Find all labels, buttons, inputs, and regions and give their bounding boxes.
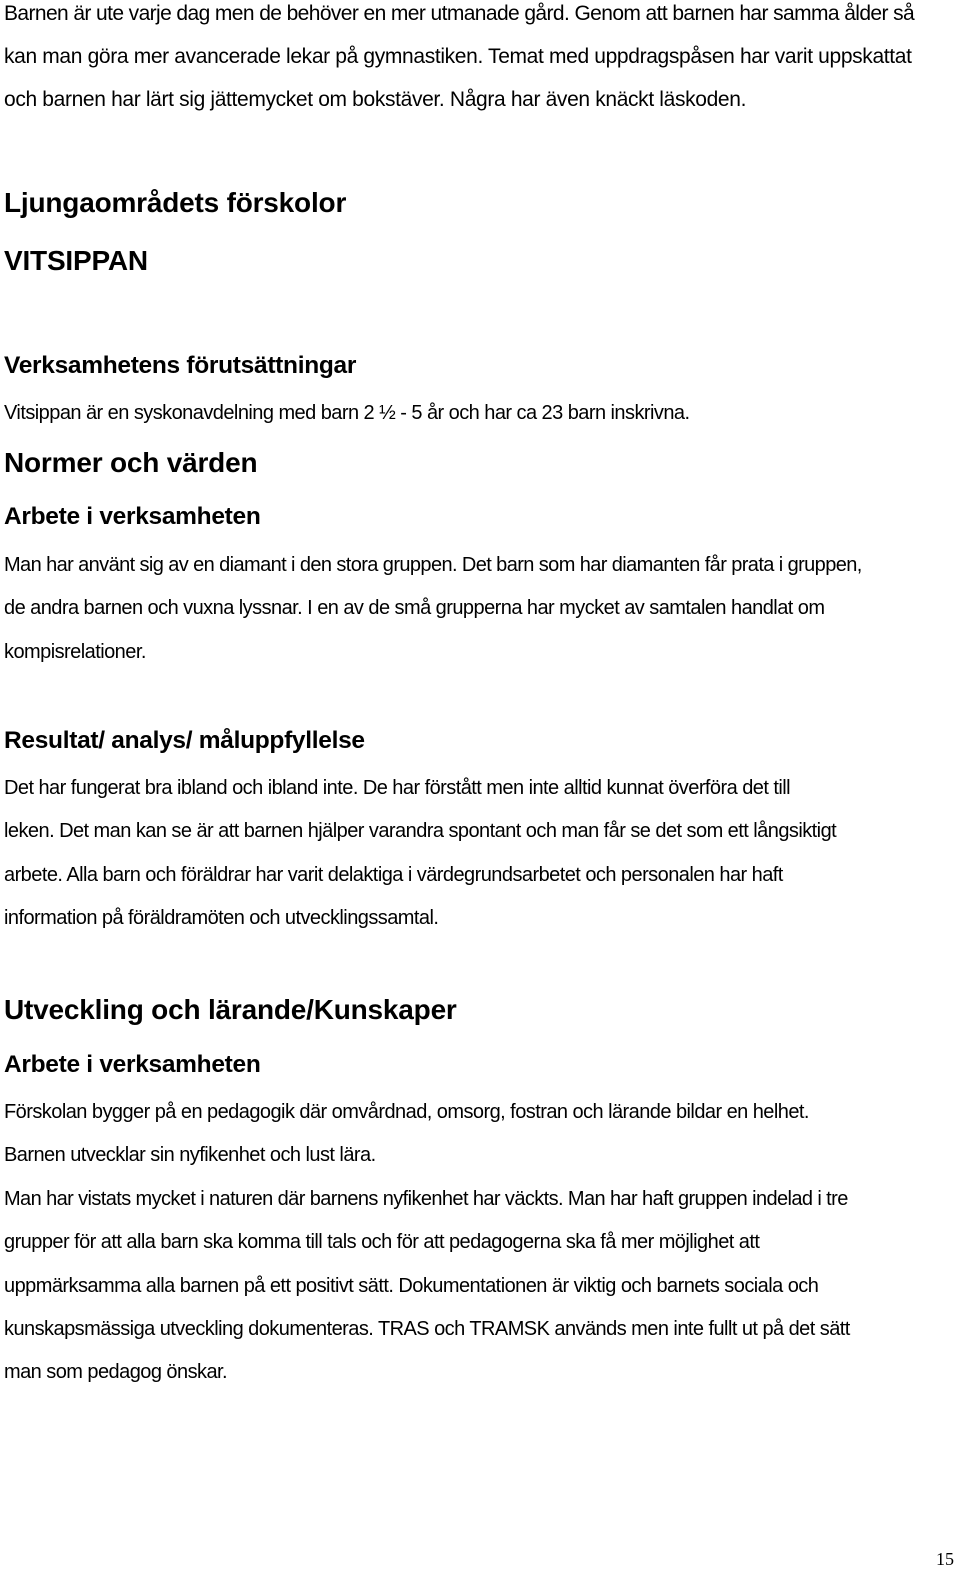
conditions-paragraph (4, 392, 954, 435)
results-line-1: Det har fungerat bra ibland och ibland inte. De har förstått men inte alltid kunnat överföra det till (4, 777, 791, 799)
development-line-2: Barnen utvecklar sin nyfikenhet och lust lära. (4, 1144, 376, 1167)
unit-title: VITSIPPAN (4, 245, 148, 276)
development-line-5: uppmärksamma alla barnen på ett positivt sätt. Dokumentationen är viktig och barnets sociala och (4, 1274, 819, 1297)
development-paragraph (4, 1091, 954, 1395)
results-paragraph (4, 767, 954, 941)
development-line-4: grupper för att alla barn ska komma till tals och för att pedagogerna ska få mer möjlighet att (4, 1231, 760, 1254)
norms-paragraph (4, 544, 954, 674)
norms-subheading: Arbete i verksamheten (4, 503, 261, 530)
development-line-7: man som pedagog önskar. (4, 1361, 228, 1384)
development-line-3: Man har vistats mycket i naturen där barnens nyfikenhet har väckts. Man har haft gruppen indelad i tre (4, 1187, 848, 1210)
page-number: 15 (936, 1549, 954, 1569)
development-line-1: Förskolan bygger på en pedagogik där omvårdnad, omsorg, fostran och lärande bildar en helhet. (4, 1101, 809, 1123)
results-heading: Resultat/ analys/ måluppfyllelse (4, 727, 365, 754)
norms-heading: Normer och värden (4, 447, 258, 478)
results-line-3: arbete. Alla barn och föräldrar har varit delaktiga i värdegrundsarbetet och personalen har haft (4, 863, 783, 886)
area-title: Ljungaområdets förskolor (4, 187, 347, 218)
intro-line-1: Barnen är ute varje dag men de behöver en mer utmanade gård. Genom att barnen har samma ålder så (4, 2, 915, 25)
norms-line-1: Man har använt sig av en diamant i den stora gruppen. Det barn som har diamanten får prata i gruppen, (4, 554, 862, 576)
conditions-heading: Verksamhetens förutsättningar (4, 352, 357, 379)
development-line-6: kunskapsmässiga utveckling dokumenteras. TRAS och TRAMSK används men inte fullt ut på det sätt (4, 1318, 850, 1341)
intro-line-2: kan man göra mer avancerade lekar på gymnastiken. Temat med uppdragspåsen har varit uppskattat (4, 45, 912, 68)
intro-paragraph (4, 0, 954, 121)
norms-line-2: de andra barnen och vuxna lyssnar. I en av de små grupperna har mycket av samtalen handlat om (4, 597, 825, 620)
results-line-2: leken. Det man kan se är att barnen hjälper varandra spontant och man får se det som ett långsiktigt (4, 820, 837, 843)
development-heading: Utveckling och lärande/Kunskaper (4, 994, 457, 1025)
results-line-4: information på föräldramöten och utvecklingssamtal. (4, 907, 439, 930)
intro-line-3: och barnen har lärt sig jättemycket om bokstäver. Några har även knäckt läskoden. (4, 88, 747, 111)
conditions-line-1: Vitsippan är en syskonavdelning med barn 2 ½ - 5 år och har ca 23 barn inskrivna. (4, 402, 690, 424)
development-subheading: Arbete i verksamheten (4, 1051, 261, 1078)
norms-line-3: kompisrelationer. (4, 640, 146, 663)
